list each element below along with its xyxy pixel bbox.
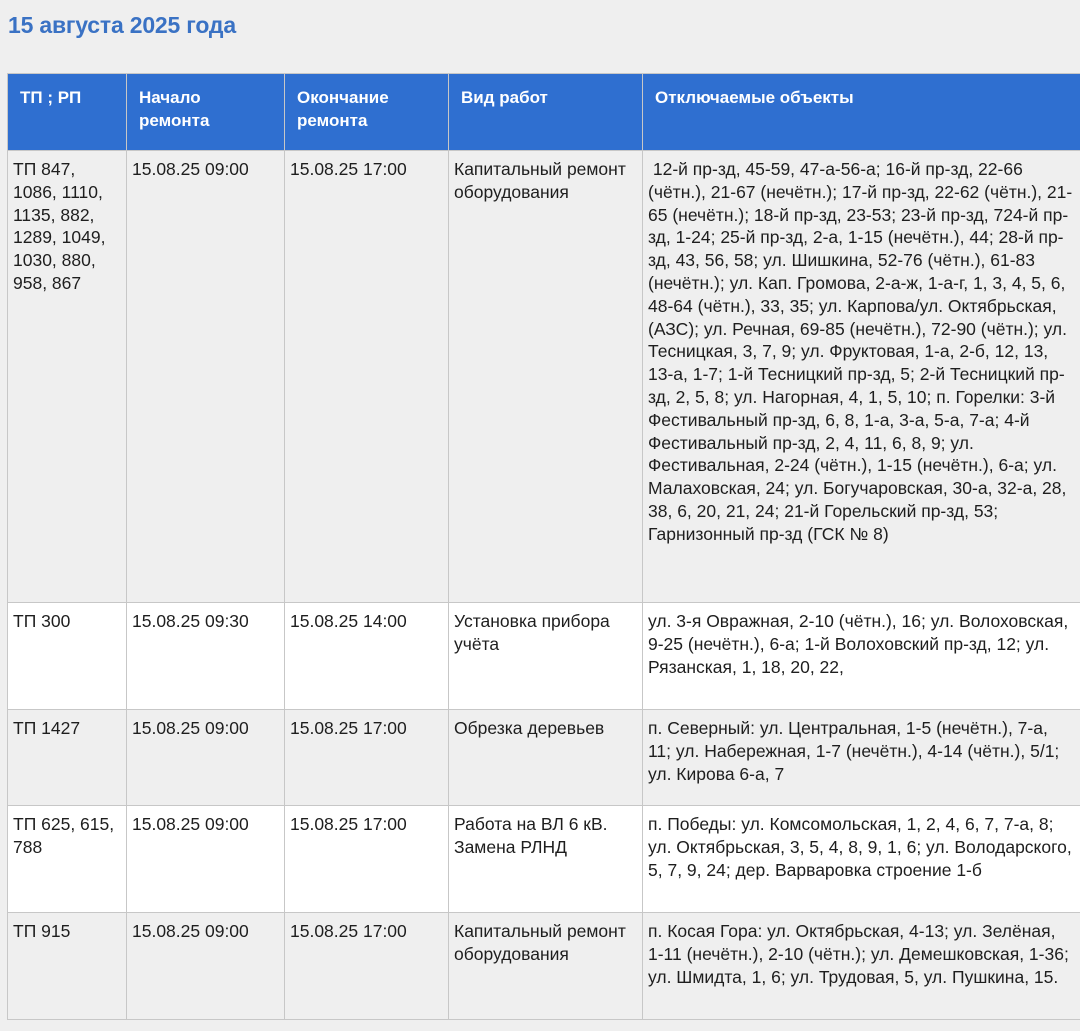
cell-objects: п. Косая Гора: ул. Октябрьская, 4-13; ул. Зелёная, 1-11 (нечётн.), 2-10 (чётн.); ул. Демешковская, 1-36; ул. Шмидта, 1, 6; ул. Трудовая, 5, ул. Пушкина, 15. <box>643 913 1080 1020</box>
cell-tp: ТП 915 <box>8 913 127 1020</box>
table-row <box>8 710 1080 806</box>
cell-end: 15.08.25 17:00 <box>285 913 449 1020</box>
table-row <box>8 913 1080 1020</box>
cell-end: 15.08.25 17:00 <box>285 151 449 603</box>
cell-start: 15.08.25 09:30 <box>127 603 285 710</box>
cell-work-type: Установка прибора учёта <box>449 603 643 710</box>
header-work-type: Вид работ <box>449 74 643 151</box>
table-row <box>8 603 1080 710</box>
cell-work-type: Работа на ВЛ 6 кВ. Замена РЛНД <box>449 806 643 913</box>
header-tp: ТП ; РП <box>8 74 127 151</box>
cell-objects: 12-й пр-зд, 45-59, 47-а-56-а; 16-й пр-зд, 22-66 (чётн.), 21-67 (нечётн.); 17-й пр-зд, 22-62 (чётн.), 21-65 (нечётн.); 18-й пр-зд, 23-53; 23-й пр-зд, 724-й пр-зд, 1-24; 25-й пр-зд, 2-а, 1-15 (нечётн.), 44; 28-й пр-зд, 43, 56, 58; ул. Шишкина, 52-76 (чётн.), 61-83 (нечётн.); ул. Кап. Громова, 2-а-ж, 1-а-г, 1, 3, 4, 5, 6, 48-64 (чётн.), 33, 35; ул. Карпова/ул. Октябрьская, (АЗС); ул. Речная, 69-85 (нечётн.), 72-90 (чётн.); ул. Тесницкая, 3, 7, 9; ул. Фруктовая, 1-а, 2-б, 12, 13, 13-а, 1-7; 1-й Тесницкий пр-зд, 5; 2-й Тесницкий пр-зд, 2, 5, 8; ул. Нагорная, 4, 1, 5, 10; п. Горелки: 3-й Фестивальный пр-зд, 6, 8, 1-а, 3-а, 5-а, 7-а; 4-й Фестивальный пр-зд, 2, 4, 11, 6, 8, 9; ул. Фестивальная, 2-24 (чётн.), 1-15 (нечётн.), 6-а; ул. Малаховская, 24; ул. Богучаровская, 30-а, 32-а, 28, 38, 6, 20, 21, 24; 21-й Горельский пр-зд, 53; Гарнизонный пр-зд (ГСК № 8) <box>643 151 1080 603</box>
header-start: Начало ремонта <box>127 74 285 151</box>
cell-end: 15.08.25 17:00 <box>285 710 449 806</box>
page-title: 15 августа 2025 года <box>8 12 236 38</box>
cell-work-type: Обрезка деревьев <box>449 710 643 806</box>
table-header-row <box>8 74 1080 151</box>
cell-end: 15.08.25 14:00 <box>285 603 449 710</box>
cell-tp: ТП 625, 615, 788 <box>8 806 127 913</box>
table-row <box>8 806 1080 913</box>
cell-tp: ТП 847, 1086, 1110, 1135, 882, 1289, 1049, 1030, 880, 958, 867 <box>8 151 127 603</box>
cell-tp: ТП 300 <box>8 603 127 710</box>
cell-end: 15.08.25 17:00 <box>285 806 449 913</box>
cell-work-type: Капитальный ремонт оборудования <box>449 151 643 603</box>
cell-start: 15.08.25 09:00 <box>127 151 285 603</box>
cell-objects: ул. 3-я Овражная, 2-10 (чётн.), 16; ул. Волоховская, 9-25 (нечётн.), 6-а; 1-й Волоховский пр-зд, 12; ул. Рязанская, 1, 18, 20, 22, <box>643 603 1080 710</box>
cell-work-type: Капитальный ремонт оборудования <box>449 913 643 1020</box>
outage-schedule-table <box>7 73 1080 1020</box>
header-end: Окончание ремонта <box>285 74 449 151</box>
cell-tp: ТП 1427 <box>8 710 127 806</box>
cell-objects: п. Победы: ул. Комсомольская, 1, 2, 4, 6, 7, 7-а, 8; ул. Октябрьская, 3, 5, 4, 8, 9, 1, 6; ул. Володарского, 5, 7, 9, 24; дер. Варваровка строение 1-б <box>643 806 1080 913</box>
cell-start: 15.08.25 09:00 <box>127 710 285 806</box>
cell-start: 15.08.25 09:00 <box>127 806 285 913</box>
table-row <box>8 151 1080 603</box>
cell-start: 15.08.25 09:00 <box>127 913 285 1020</box>
header-objects: Отключаемые объекты <box>643 74 1080 151</box>
cell-objects: п. Северный: ул. Центральная, 1-5 (нечётн.), 7-а, 11; ул. Набережная, 1-7 (нечётн.), 4-14 (чётн.), 5/1; ул. Кирова 6-а, 7 <box>643 710 1080 806</box>
